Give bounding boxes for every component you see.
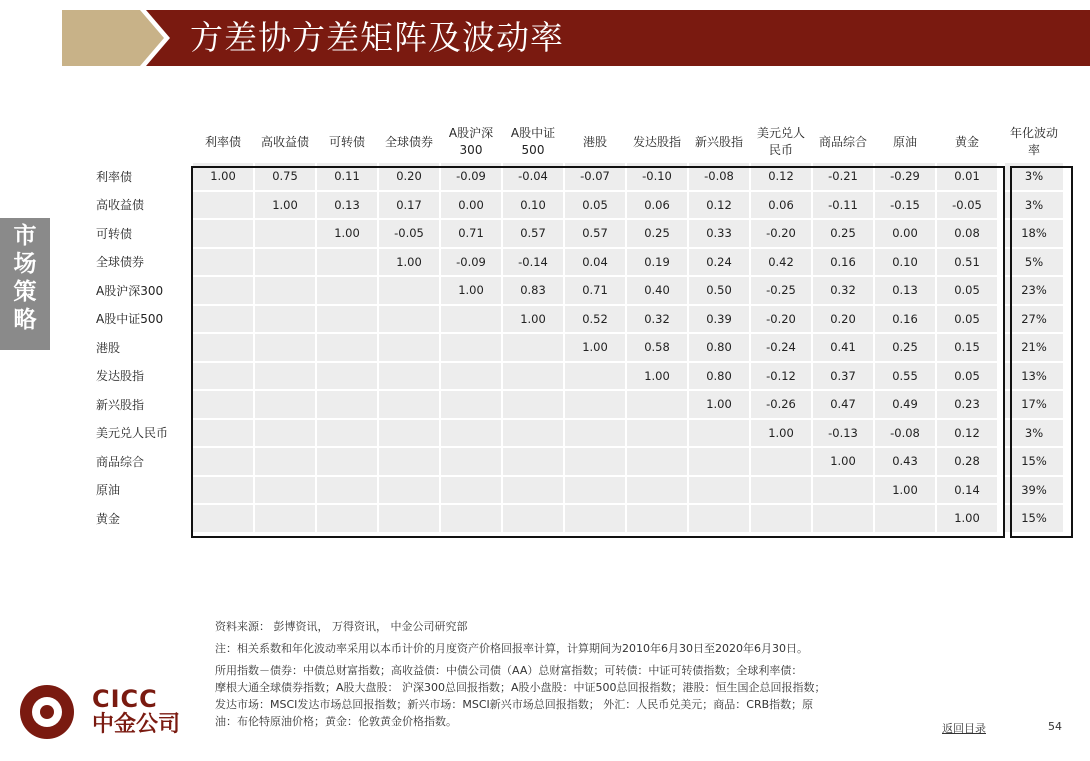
correlation-cell: [254, 219, 316, 248]
correlation-cell: -0.09: [440, 248, 502, 277]
correlation-cell: -0.10: [626, 162, 688, 191]
volatility-cell: 39%: [1004, 476, 1064, 505]
correlation-cell: 0.28: [936, 447, 998, 476]
correlation-cell: [812, 476, 874, 505]
correlation-cell: 0.05: [936, 362, 998, 391]
back-to-contents-link[interactable]: 返回目录: [942, 722, 986, 735]
header-accent-block: [62, 10, 140, 66]
column-header: 港股: [582, 134, 607, 149]
correlation-cell: [440, 390, 502, 419]
correlation-cell: 0.39: [688, 305, 750, 334]
correlation-cell: [688, 476, 750, 505]
page-number: 54: [1048, 720, 1062, 733]
volatility-cell: 15%: [1004, 447, 1064, 476]
correlation-cell: 0.32: [812, 276, 874, 305]
correlation-cell: 1.00: [874, 476, 936, 505]
table-row: [80, 276, 1064, 305]
correlation-cell: [254, 476, 316, 505]
correlation-cell: [564, 419, 626, 448]
column-header: 原油: [892, 134, 917, 149]
correlation-cell: [192, 219, 254, 248]
correlation-cell: [440, 305, 502, 334]
correlation-cell: 0.71: [440, 219, 502, 248]
correlation-cell: -0.25: [750, 276, 812, 305]
correlation-cell: [192, 419, 254, 448]
correlation-cell: 1.00: [440, 276, 502, 305]
correlation-cell: 0.41: [812, 333, 874, 362]
correlation-cell: [192, 504, 254, 533]
correlation-cell: [378, 276, 440, 305]
correlation-cell: [192, 476, 254, 505]
correlation-cell: [316, 476, 378, 505]
correlation-cell: 1.00: [750, 419, 812, 448]
correlation-cell: 0.05: [936, 305, 998, 334]
correlation-cell: 0.10: [502, 191, 564, 220]
row-label: 商品综合: [80, 447, 192, 476]
correlation-cell: [564, 476, 626, 505]
correlation-cell: 0.06: [750, 191, 812, 220]
correlation-cell: [564, 390, 626, 419]
correlation-cell: 1.00: [254, 191, 316, 220]
correlation-cell: 0.33: [688, 219, 750, 248]
column-header: A股沪深 300: [448, 126, 494, 157]
correlation-cell: [254, 504, 316, 533]
correlation-cell: [440, 447, 502, 476]
correlation-cell: [750, 504, 812, 533]
correlation-cell: [502, 504, 564, 533]
correlation-cell: 0.12: [750, 162, 812, 191]
table-row: [80, 362, 1064, 391]
correlation-cell: [316, 362, 378, 391]
correlation-cell: [502, 362, 564, 391]
side-tab-char: 市: [13, 222, 37, 249]
row-label: 高收益债: [80, 191, 192, 220]
table-row: [80, 191, 1064, 220]
column-header: 可转债: [328, 134, 365, 149]
correlation-cell: 0.20: [812, 305, 874, 334]
correlation-cell: [378, 390, 440, 419]
correlation-cell: 0.47: [812, 390, 874, 419]
correlation-cell: [688, 447, 750, 476]
correlation-cell: [502, 333, 564, 362]
correlation-cell: [316, 333, 378, 362]
row-label: 港股: [80, 333, 192, 362]
correlation-cell: [192, 447, 254, 476]
row-label: 利率债: [80, 162, 192, 191]
row-label: 美元兑人民币: [80, 419, 192, 448]
correlation-cell: 0.16: [812, 248, 874, 277]
correlation-cell: 1.00: [812, 447, 874, 476]
correlation-cell: -0.04: [502, 162, 564, 191]
correlation-cell: [254, 305, 316, 334]
row-label: 发达股指: [80, 362, 192, 391]
correlation-cell: 0.52: [564, 305, 626, 334]
page-title: 方差协方差矩阵及波动率: [190, 18, 564, 57]
correlation-cell: 0.20: [378, 162, 440, 191]
table-row: [80, 305, 1064, 334]
correlation-cell: 0.25: [626, 219, 688, 248]
table-row: [80, 504, 1064, 533]
correlation-cell: [378, 504, 440, 533]
correlation-cell: [378, 447, 440, 476]
column-header: 新兴股指: [694, 134, 743, 149]
table-row: [80, 248, 1064, 277]
correlation-cell: -0.21: [812, 162, 874, 191]
correlation-cell: -0.14: [502, 248, 564, 277]
table-row: [80, 419, 1064, 448]
correlation-cell: 0.71: [564, 276, 626, 305]
table-row: [80, 390, 1064, 419]
correlation-cell: 0.13: [316, 191, 378, 220]
correlation-cell: 0.55: [874, 362, 936, 391]
volatility-cell: 3%: [1004, 162, 1064, 191]
correlation-cell: [564, 504, 626, 533]
correlation-cell: 0.40: [626, 276, 688, 305]
row-label: A股沪深300: [80, 276, 192, 305]
correlation-cell: [688, 419, 750, 448]
volatility-cell: 23%: [1004, 276, 1064, 305]
volatility-cell: 5%: [1004, 248, 1064, 277]
table-row: [80, 162, 1064, 191]
side-tab-char: 略: [13, 306, 37, 333]
correlation-cell: 0.57: [502, 219, 564, 248]
correlation-cell: [378, 362, 440, 391]
correlation-cell: 0.57: [564, 219, 626, 248]
correlation-cell: [192, 191, 254, 220]
correlation-cell: 0.37: [812, 362, 874, 391]
correlation-cell: 0.49: [874, 390, 936, 419]
correlation-cell: -0.15: [874, 191, 936, 220]
column-header: 商品综合: [818, 134, 867, 149]
correlation-cell: 0.05: [564, 191, 626, 220]
correlation-cell: 0.51: [936, 248, 998, 277]
column-header: A股中证 500: [510, 126, 556, 157]
correlation-cell: -0.08: [688, 162, 750, 191]
correlation-cell: [254, 362, 316, 391]
correlation-cell: 0.25: [812, 219, 874, 248]
correlation-cell: [502, 447, 564, 476]
indices-note-line: 摩根大通全球债券指数；A股大盘股： 沪深300总回报指数；A股小盘股：中证500总回报指数；港股：恒生国企总回报指数；: [215, 681, 826, 694]
column-header: 利率债: [204, 134, 241, 149]
correlation-cell: -0.13: [812, 419, 874, 448]
correlation-cell: [316, 447, 378, 476]
side-tab-char: 场: [13, 250, 37, 277]
correlation-cell: [316, 248, 378, 277]
correlation-cell: 0.06: [626, 191, 688, 220]
column-header: 发达股指: [632, 134, 681, 149]
correlation-cell: [316, 305, 378, 334]
indices-note-line: 发达市场：MSCI发达市场总回报指数；新兴市场：MSCI新兴市场总回报指数； 外汇：人民币兑美元；商品：CRB指数；原: [215, 698, 814, 711]
volatility-cell: 15%: [1004, 504, 1064, 533]
correlation-cell: [874, 504, 936, 533]
correlation-cell: -0.24: [750, 333, 812, 362]
correlation-cell: -0.09: [440, 162, 502, 191]
logo-english-text: CICC: [92, 685, 158, 713]
correlation-cell: [626, 390, 688, 419]
correlation-cell: -0.20: [750, 219, 812, 248]
correlation-cell: 0.08: [936, 219, 998, 248]
correlation-cell: [192, 248, 254, 277]
correlation-cell: -0.26: [750, 390, 812, 419]
correlation-cell: 0.83: [502, 276, 564, 305]
correlation-cell: -0.05: [378, 219, 440, 248]
correlation-cell: 0.32: [626, 305, 688, 334]
correlation-cell: [254, 276, 316, 305]
column-header: 高收益债: [260, 134, 309, 149]
correlation-cell: 0.75: [254, 162, 316, 191]
volatility-cell: 21%: [1004, 333, 1064, 362]
correlation-cell: 0.19: [626, 248, 688, 277]
correlation-cell: 0.43: [874, 447, 936, 476]
correlation-cell: 0.58: [626, 333, 688, 362]
correlation-cell: 0.50: [688, 276, 750, 305]
correlation-cell: [254, 447, 316, 476]
correlation-cell: [750, 476, 812, 505]
correlation-cell: 0.12: [688, 191, 750, 220]
correlation-cell: 0.13: [874, 276, 936, 305]
row-label: 黄金: [80, 504, 192, 533]
correlation-cell: [626, 447, 688, 476]
row-label: 原油: [80, 476, 192, 505]
volatility-cell: 13%: [1004, 362, 1064, 391]
correlation-cell: 0.10: [874, 248, 936, 277]
correlation-cell: 0.05: [936, 276, 998, 305]
correlation-cell: 0.00: [874, 219, 936, 248]
volatility-cell: 17%: [1004, 390, 1064, 419]
header-corner-cell: [80, 122, 192, 162]
correlation-cell: [626, 504, 688, 533]
cicc-logo-icon: [20, 685, 74, 739]
correlation-cell: [316, 504, 378, 533]
correlation-cell: 1.00: [192, 162, 254, 191]
section-side-tab-label: [0, 222, 50, 334]
column-header: 美元兑人 民币: [756, 126, 805, 157]
correlation-cell: 0.23: [936, 390, 998, 419]
correlation-cell: [192, 276, 254, 305]
correlation-cell: [378, 333, 440, 362]
correlation-cell: [316, 419, 378, 448]
correlation-cell: [440, 362, 502, 391]
row-label: 全球债券: [80, 248, 192, 277]
correlation-cell: [192, 362, 254, 391]
correlation-cell: [440, 504, 502, 533]
row-label: 新兴股指: [80, 390, 192, 419]
correlation-cell: -0.11: [812, 191, 874, 220]
correlation-cell: -0.07: [564, 162, 626, 191]
correlation-cell: [502, 476, 564, 505]
row-label: 可转债: [80, 219, 192, 248]
volatility-cell: 18%: [1004, 219, 1064, 248]
correlation-cell: [440, 476, 502, 505]
correlation-cell: [626, 419, 688, 448]
correlation-cell: [626, 476, 688, 505]
correlation-cell: 0.14: [936, 476, 998, 505]
cicc-logo: [20, 685, 200, 745]
volatility-column-header: 年化波动 率: [1009, 126, 1058, 157]
table-row: [80, 447, 1064, 476]
row-label: A股中证500: [80, 305, 192, 334]
correlation-cell: [254, 248, 316, 277]
volatility-cell: 3%: [1004, 419, 1064, 448]
correlation-cell: [254, 390, 316, 419]
correlation-cell: 0.25: [874, 333, 936, 362]
correlation-cell: 0.15: [936, 333, 998, 362]
correlation-cell: [440, 333, 502, 362]
table-header-row: [80, 122, 1064, 162]
correlation-cell: [502, 390, 564, 419]
table-row: [80, 219, 1064, 248]
correlation-cell: [316, 390, 378, 419]
correlation-cell: [440, 419, 502, 448]
correlation-cell: -0.08: [874, 419, 936, 448]
correlation-cell: 1.00: [564, 333, 626, 362]
correlation-cell: [254, 419, 316, 448]
indices-note-line: 所用指数－债券：中债总财富指数；高收益债：中债公司债（AA）总财富指数；可转债：中证可转债指数；全球利率债：: [215, 664, 803, 677]
correlation-cell: 0.24: [688, 248, 750, 277]
correlation-cell: 1.00: [936, 504, 998, 533]
correlation-cell: [378, 419, 440, 448]
calculation-note: 注：相关系数和年化波动率采用以本币计价的月度资产价格回报率计算，计算期间为2010年6月30日至2020年6月30日。: [215, 642, 808, 655]
logo-chinese-text: 中金公司: [92, 712, 181, 737]
table-row: [80, 476, 1064, 505]
correlation-cell: [254, 333, 316, 362]
correlation-cell: [192, 333, 254, 362]
correlation-cell: 0.80: [688, 362, 750, 391]
correlation-cell: 0.12: [936, 419, 998, 448]
correlation-cell: [564, 362, 626, 391]
correlation-cell: [192, 305, 254, 334]
correlation-cell: 0.11: [316, 162, 378, 191]
correlation-cell: 1.00: [378, 248, 440, 277]
correlation-cell: 0.01: [936, 162, 998, 191]
correlation-cell: [812, 504, 874, 533]
correlation-cell: 1.00: [502, 305, 564, 334]
correlation-cell: 1.00: [626, 362, 688, 391]
column-header: 全球债券: [384, 134, 433, 149]
correlation-cell: 0.80: [688, 333, 750, 362]
correlation-cell: -0.29: [874, 162, 936, 191]
correlation-cell: [192, 390, 254, 419]
correlation-cell: -0.12: [750, 362, 812, 391]
column-header: 黄金: [954, 134, 979, 149]
table-row: [80, 333, 1064, 362]
indices-note-line: 油：布伦特原油价格；黄金：伦敦黄金价格指数。: [215, 715, 457, 728]
correlation-cell: 0.42: [750, 248, 812, 277]
correlation-cell: 0.00: [440, 191, 502, 220]
correlation-matrix-table: [80, 122, 1064, 533]
correlation-cell: 1.00: [688, 390, 750, 419]
correlation-cell: [316, 276, 378, 305]
volatility-cell: 27%: [1004, 305, 1064, 334]
correlation-cell: [502, 419, 564, 448]
correlation-cell: [378, 476, 440, 505]
correlation-cell: [688, 504, 750, 533]
correlation-cell: 0.16: [874, 305, 936, 334]
footnotes: [215, 618, 945, 730]
correlation-cell: -0.20: [750, 305, 812, 334]
source-note: 资料来源： 彭博资讯， 万得资讯， 中金公司研究部: [215, 620, 468, 633]
correlation-cell: 0.17: [378, 191, 440, 220]
correlation-cell: 1.00: [316, 219, 378, 248]
volatility-cell: 3%: [1004, 191, 1064, 220]
correlation-cell: [564, 447, 626, 476]
correlation-cell: [378, 305, 440, 334]
correlation-cell: -0.05: [936, 191, 998, 220]
side-tab-char: 策: [13, 278, 37, 305]
correlation-cell: [750, 447, 812, 476]
correlation-cell: 0.04: [564, 248, 626, 277]
